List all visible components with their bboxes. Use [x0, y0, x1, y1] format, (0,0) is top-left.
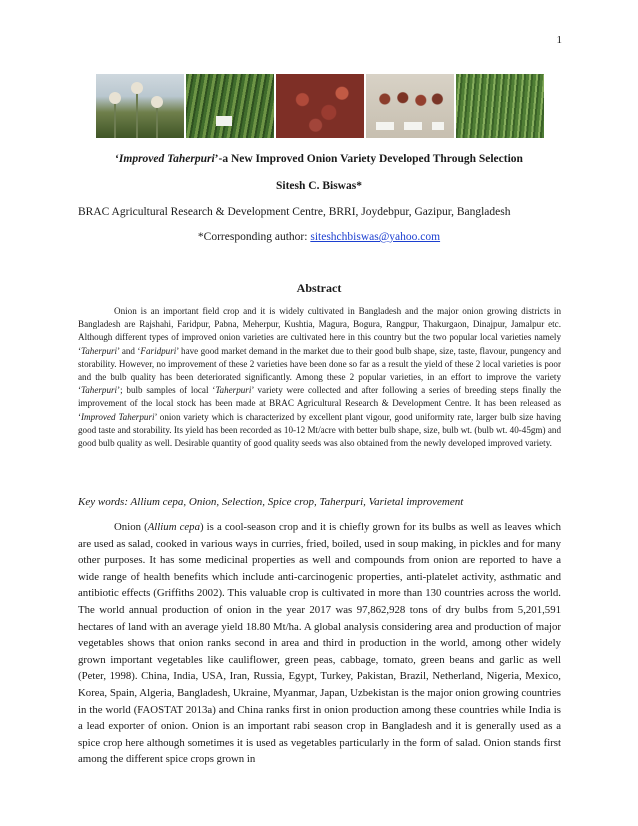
header-photo-banner — [96, 74, 544, 138]
onion-field-photo — [186, 74, 274, 138]
author-email-link[interactable]: siteshchbiswas@yahoo.com — [310, 231, 441, 243]
abstract-paragraph: Onion is an important field crop and it is widely cultivated in Bangladesh and the major onion growing districts in Bangladesh are Rajshahi, Faridpur, Pabna, Meherpur, Kushtia, Magura, Bogura, Rangpur, Thakurgaon, Dinajpur, Jamalpur etc. Although different types of improved onion varieties are cultivated here in this country but the two popular local varieties namely ‘Taherpuri’ and ‘Faridpuri’ have good market demand in the market due to their good bulb shape, size, taste, flavour, pungency and storability. However, no improvement of these 2 varieties have been done so far as a result the yield of these 2 local varieties is poor and the bulb quality has been deteriorated significantly. Among these 2 popular varieties, in an effort to improve the variety ‘Taherpuri’; bulb samples of local ‘Taherpuri’ variety were collected and after following a series of breeding steps finally the improvement of the local stock has been made at BRAC Agricultural Research & Development Centre. It has been released as ‘Improved Taherpuri’ onion variety which is characterized by excellent plant vigour, good uniformity rate, larger bulb size having good taste and storability. Its yield has been recorded as 10-12 Mt/acre with better bulb shape, size, bulb wt. (bulb wt. 40-45gm) and good bulb quality as well. Desirable quantity of good quality seeds was also obtained from the newly developed improved variety. — [78, 306, 561, 449]
onion-bulbs-basket-photo — [276, 74, 364, 138]
abstract-heading: Abstract — [296, 281, 342, 295]
page-number: 1 — [556, 34, 562, 46]
onion-crop-plants-photo — [456, 74, 544, 138]
keywords-line: Key words: Allium cepa, Onion, Selection, Spice crop, Taherpuri, Varietal improvement — [78, 496, 464, 508]
onion-bulb-samples-photo — [366, 74, 454, 138]
author-name: Sitesh C. Biswas* — [276, 180, 362, 192]
paper-title: ‘Improved Taherpuri’-a New Improved Onion Variety Developed Through Selection — [115, 153, 523, 165]
onion-seed-heads-photo — [96, 74, 184, 138]
author-affiliation: BRAC Agricultural Research & Development Centre, BRRI, Joydebpur, Gazipur, Bangladesh — [78, 206, 511, 218]
corresponding-author: *Corresponding author: siteshchbiswas@yahoo.com — [197, 231, 441, 243]
introduction-paragraph: Onion (Allium cepa) is a cool-season crop and it is chiefly grown for its bulbs as well as leaves which are used as salad, cooked in various ways in curries, fried, boiled, used in soup making, in pickles and for many other purposes. It has some medicinal properties as well and compounds from onion are reported to have a wide range of health benefits which include anti-carcinogenic properties, anti-platelet activity, asthmatic and antibiotic effects (Griffiths 2002). This valuable crop is cultivated in more than 130 countries across the world. The world annual production of onion in the year 2017 was 97,862,928 tons of dry bulbs from 5,201,591 hectares of land with an average yield 18.80 Mt/ha. A global analysis considering area and production of major vegetables shows that onion ranks second in area and third in production in the world, among other widely grown important vegetables like cauliflower, green peas, cabbage, tomato, green beans and garlic as well (Peter, 1998). China, India, USA, Iran, Russia, Egypt, Turkey, Pakistan, Brazil, Netherland, Nigeria, Mexico, Korea, Spain, Algeria, Bangladesh, Ukraine, Myanmar, Japan, Uzbekistan is the major onion growing countries in the world (FAOSTAT 2013a) and China ranks first in onion production among these countries while India is a lead exporter of onion. Onion is an important rabi season crop in Bangladesh and it is generally used as a spice crop here although sometimes it is used as vegetables particularly in the form of salad. Onion stands first among the different spice crops grown in — [78, 521, 561, 766]
